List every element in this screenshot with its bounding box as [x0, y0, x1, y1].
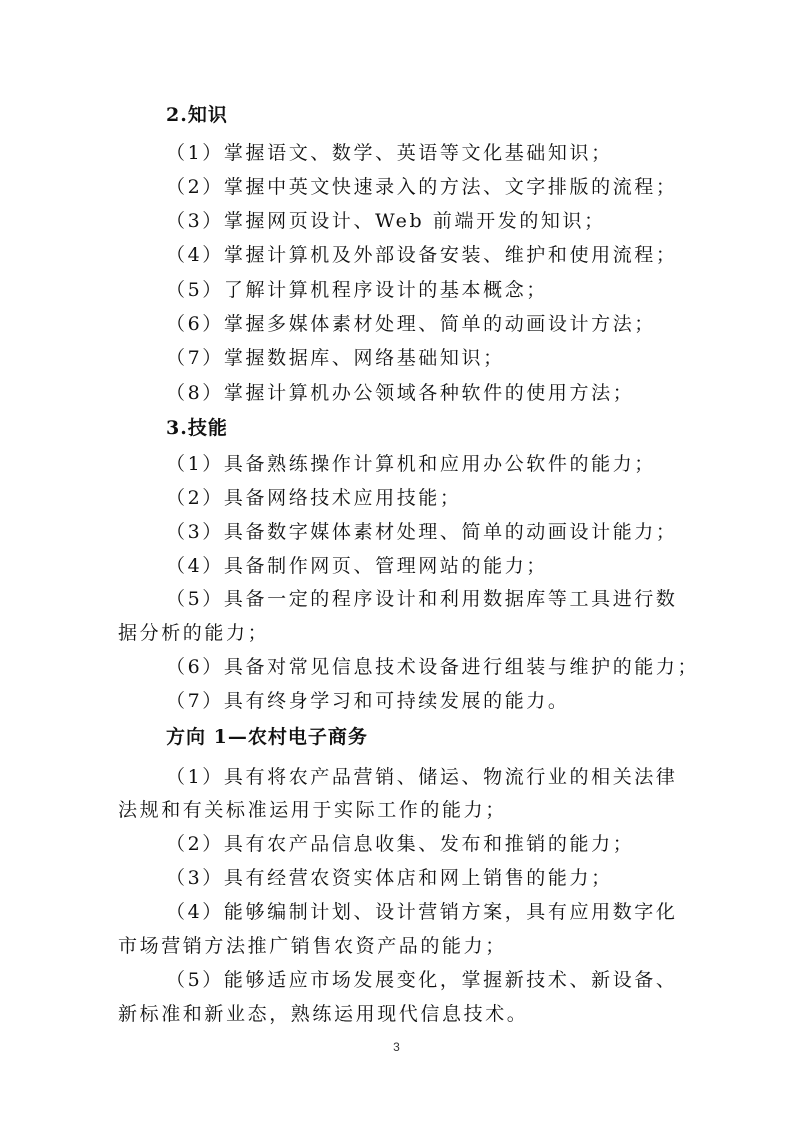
skills-item-3: （3）具备数字媒体素材处理、简单的动画设计能力； — [166, 521, 678, 543]
skills-item-1: （1）具备熟练操作计算机和应用办公软件的能力； — [166, 453, 656, 475]
knowledge-item-7: （7）掌握数据库、网络基础知识； — [166, 347, 505, 369]
page-number: 3 — [393, 1040, 400, 1054]
direction1-item-4: （4）能够编制计划、设计营销方案，具有应用数字化 — [166, 901, 678, 923]
section-heading-knowledge: 2.知识 — [166, 104, 228, 126]
direction1-item-5-continued: 新标准和新业态，熟练运用现代信息技术。 — [118, 1003, 529, 1025]
direction1-item-2: （2）具有农产品信息收集、发布和推销的能力； — [166, 833, 635, 855]
skills-item-5: （5）具备一定的程序设计和利用数据库等工具进行数 — [166, 588, 678, 610]
direction1-item-3: （3）具有经营农资实体店和网上销售的能力； — [166, 867, 613, 889]
knowledge-item-4: （4）掌握计算机及外部设备安装、维护和使用流程； — [166, 244, 678, 266]
skills-item-6: （6）具备对常见信息技术设备进行组装与维护的能力； — [166, 656, 700, 678]
direction1-item-1-continued: 法规和有关标准运用于实际工作的能力； — [118, 799, 507, 821]
direction1-item-5: （5）能够适应市场发展变化，掌握新技术、新设备、 — [166, 969, 678, 991]
knowledge-item-6: （6）掌握多媒体素材处理、简单的动画设计方法； — [166, 313, 656, 335]
knowledge-item-3: （3）掌握网页设计、Web 前端开发的知识； — [166, 210, 606, 232]
direction1-item-4-continued: 市场营销方法推广销售农资产品的能力； — [118, 935, 507, 957]
knowledge-item-2: （2）掌握中英文快速录入的方法、文字排版的流程； — [166, 176, 678, 198]
section-heading-direction-1: 方向 1—农村电子商务 — [166, 726, 368, 748]
knowledge-item-8: （8）掌握计算机办公领域各种软件的使用方法； — [166, 382, 635, 404]
skills-item-4: （4）具备制作网页、管理网站的能力； — [166, 555, 548, 577]
section-heading-skills: 3.技能 — [166, 417, 228, 439]
knowledge-item-5: （5）了解计算机程序设计的基本概念； — [166, 279, 548, 301]
direction1-item-1: （1）具有将农产品营销、储运、物流行业的相关法律 — [166, 766, 678, 788]
knowledge-item-1: （1）掌握语文、数学、英语等文化基础知识； — [166, 142, 613, 164]
skills-item-5-continued: 据分析的能力； — [118, 622, 270, 644]
skills-item-7: （7）具有终身学习和可持续发展的能力。 — [166, 690, 570, 712]
skills-item-2: （2）具备网络技术应用技能； — [166, 487, 462, 509]
